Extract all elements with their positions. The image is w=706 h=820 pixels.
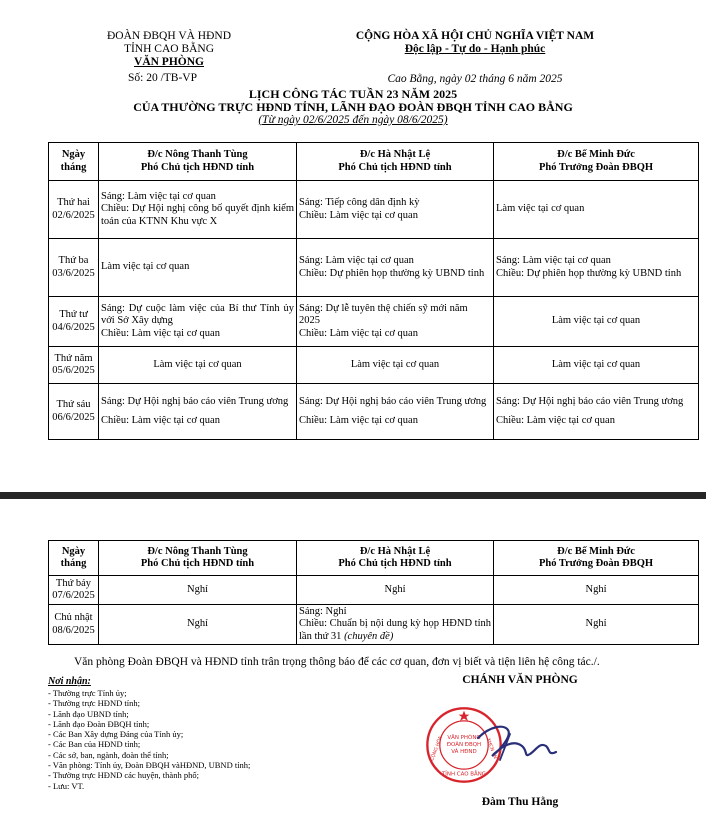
svg-text:XHCN VN: XHCN VN xyxy=(484,737,498,760)
schedule-cell: Sáng: Tiếp công dân định kỳ Chiều: Làm việc tại cơ quan xyxy=(297,181,494,239)
table-row-tuesday xyxy=(49,239,699,297)
svg-text:VĂN PHÒNG: VĂN PHÒNG xyxy=(447,734,481,741)
list-item: - Thường trực HĐND tỉnh; xyxy=(48,698,140,709)
motto-text: Độc lập - Tự do - Hạnh phúc xyxy=(404,43,546,55)
date-column-header: Ngày tháng xyxy=(49,143,99,181)
schedule-cell: Sáng: Nghỉ Chiều: Chuẩn bị nội dung kỳ họp HĐND tỉnh lần thứ 31 (chuyên đề) xyxy=(297,605,494,645)
schedule-cell: Làm việc tại cơ quan xyxy=(99,239,297,297)
list-item: - Các Ban của HĐND tỉnh; xyxy=(48,739,141,750)
org-line-1: ĐOÀN ĐBQH VÀ HĐND xyxy=(106,30,232,42)
date-cell: Thứ bảy 07/6/2025 xyxy=(49,576,99,605)
svg-text:TỈNH CAO BẰNG: TỈNH CAO BẰNG xyxy=(441,771,487,778)
schedule-cell: Làm việc tại cơ quan xyxy=(494,297,699,347)
schedule-table-weekend xyxy=(48,540,699,645)
list-item: - Lãnh đạo Đoàn ĐBQH tỉnh; xyxy=(48,718,150,729)
svg-text:ĐOÀN ĐBQH: ĐOÀN ĐBQH xyxy=(446,741,482,748)
schedule-cell: Nghỉ xyxy=(297,576,494,605)
schedule-cell: Nghỉ xyxy=(494,605,699,645)
schedule-cell: Làm việc tại cơ quan xyxy=(297,347,494,384)
person-1-header: Đ/c Nông Thanh Tùng Phó Chủ tịch HĐND tỉnh xyxy=(99,541,297,576)
place-date: Cao Bằng, ngày 02 tháng 6 năm 2025 xyxy=(387,73,563,85)
closing-statement: Văn phòng Đoàn ĐBQH và HĐND tỉnh trân trọng thông báo để các cơ quan, đơn vị biết và tiện liên hệ công tác./. xyxy=(74,656,600,668)
table-row-saturday xyxy=(49,576,699,605)
date-cell: Thứ sáu 06/6/2025 xyxy=(49,384,99,440)
signer-name: Đàm Thu Hằng xyxy=(481,796,559,808)
recipients-title: Nơi nhận: xyxy=(48,676,91,687)
title-line-1: LỊCH CÔNG TÁC TUẦN 23 NĂM 2025 xyxy=(248,87,458,101)
list-item: - Lưu: VT. xyxy=(48,780,85,791)
date-range xyxy=(0,114,706,127)
schedule-cell: Làm việc tại cơ quan xyxy=(99,347,297,384)
table-row-wednesday xyxy=(49,297,699,347)
signer-title: CHÁNH VĂN PHÒNG xyxy=(462,674,578,686)
person-3-header: Đ/c Bế Minh Đức Phó Trưởng Đoàn ĐBQH xyxy=(494,143,699,181)
schedule-cell: Sáng: Dự cuộc làm việc của Bí thư Tỉnh ủy với Sở Xây dựng Chiều: Làm việc tại cơ quan xyxy=(99,297,297,347)
schedule-cell: Sáng: Làm việc tại cơ quan Chiều: Dự Hội nghị công bố quyết định kiểm toán của KTNN Khu vực X xyxy=(99,181,297,239)
list-item: - Thường trực HĐND các huyện, thành phố; xyxy=(48,770,199,781)
nation-title: CỘNG HÒA XÃ HỘI CHỦ NGHĨA VIỆT NAM xyxy=(355,30,595,42)
list-item: - Lãnh đạo UBND tỉnh; xyxy=(48,708,129,719)
person-1-header: Đ/c Nông Thanh Tùng Phó Chủ tịch HĐND tỉnh xyxy=(99,143,297,181)
person-3-header: Đ/c Bế Minh Đức Phó Trưởng Đoàn ĐBQH xyxy=(494,541,699,576)
organization-block xyxy=(95,30,243,69)
date-column-header: Ngày tháng xyxy=(49,541,99,576)
svg-text:CỘNG HÒA: CỘNG HÒA xyxy=(430,735,444,762)
schedule-cell: Làm việc tại cơ quan xyxy=(494,347,699,384)
recipients-list xyxy=(48,688,348,791)
document-number: Số: 20 /TB-VP xyxy=(128,72,198,84)
schedule-cell: Nghỉ xyxy=(99,576,297,605)
date-cell: Thứ ba 03/6/2025 xyxy=(49,239,99,297)
list-item: - Văn phòng: Tỉnh ủy, Đoàn ĐBQH vàHĐND, UBND tỉnh; xyxy=(48,760,251,771)
schedule-cell: Nghỉ xyxy=(494,576,699,605)
schedule-table-week xyxy=(48,142,699,440)
schedule-cell: Sáng: Dự Hội nghị báo cáo viên Trung ương Chiều: Làm việc tại cơ quan xyxy=(297,384,494,440)
schedule-cell: Sáng: Dự Hội nghị báo cáo viên Trung ương Chiều: Làm việc tại cơ quan xyxy=(99,384,297,440)
person-2-header: Đ/c Hà Nhật Lệ Phó Chủ tịch HĐND tỉnh xyxy=(297,143,494,181)
schedule-cell: Làm việc tại cơ quan xyxy=(494,181,699,239)
table-row-monday xyxy=(49,181,699,239)
page-separator xyxy=(0,492,706,499)
org-line-3: VĂN PHÒNG xyxy=(134,56,204,68)
schedule-cell: Sáng: Dự lễ tuyên thệ chiến sỹ mới năm 2025 Chiều: Làm việc tại cơ quan xyxy=(297,297,494,347)
date-cell: Thứ tư 04/6/2025 xyxy=(49,297,99,347)
handwritten-signature-icon xyxy=(470,716,560,766)
table-row-sunday xyxy=(49,605,699,645)
schedule-cell: Sáng: Làm việc tại cơ quan Chiều: Dự phiên họp thường kỳ UBND tỉnh xyxy=(494,239,699,297)
org-line-2: TỈNH CAO BẰNG xyxy=(123,43,215,55)
date-cell: Thứ hai 02/6/2025 xyxy=(49,181,99,239)
title-line-2: CỦA THƯỜNG TRỰC HĐND TỈNH, LÃNH ĐẠO ĐOÀN ĐBQH TỈNH CAO BẰNG xyxy=(133,100,573,114)
person-2-header: Đ/c Hà Nhật Lệ Phó Chủ tịch HĐND tỉnh xyxy=(297,541,494,576)
motto xyxy=(350,43,600,56)
date-cell: Chủ nhật 08/6/2025 xyxy=(49,605,99,645)
list-item: - Thường trực Tỉnh ủy; xyxy=(48,688,127,698)
table-row-friday xyxy=(49,384,699,440)
schedule-cell: Sáng: Dự Hội nghị báo cáo viên Trung ương Chiều: Làm việc tại cơ quan xyxy=(494,384,699,440)
svg-text:VÀ HĐND: VÀ HĐND xyxy=(451,748,477,755)
schedule-cell: Sáng: Làm việc tại cơ quan Chiều: Dự phiên họp thường kỳ UBND tỉnh xyxy=(297,239,494,297)
schedule-cell: Nghỉ xyxy=(99,605,297,645)
date-cell: Thứ năm 05/6/2025 xyxy=(49,347,99,384)
date-range-text: (Từ ngày 02/6/2025 đến ngày 08/6/2025) xyxy=(258,114,448,126)
list-item: - Các Ban Xây dựng Đảng của Tỉnh ủy; xyxy=(48,729,184,740)
table-header-row xyxy=(49,143,699,181)
table-row-thursday xyxy=(49,347,699,384)
table-header-row xyxy=(49,541,699,576)
list-item: - Các sở, ban, ngành, đoàn thể tỉnh; xyxy=(48,749,169,760)
